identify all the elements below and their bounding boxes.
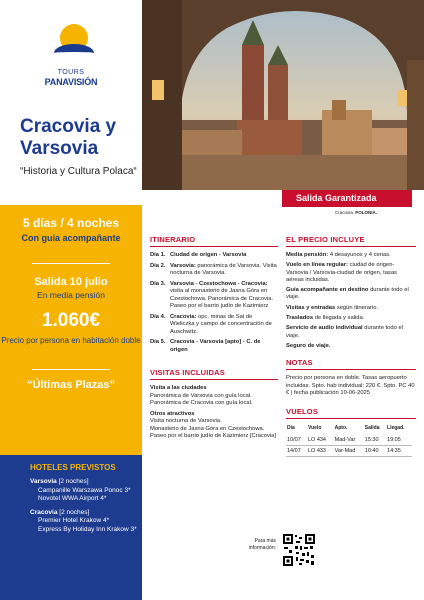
include-item (286, 305, 416, 312)
tour-title: Cracovia y Varsovia (20, 116, 117, 159)
day-number: Día 4. (150, 313, 166, 320)
itinerary-day (150, 252, 278, 260)
hotel-item: Premier Hotel Krakow 4* (38, 517, 110, 524)
itinerary-day (150, 281, 278, 311)
table-cell: LO 434 (307, 435, 334, 446)
divider (32, 369, 110, 370)
day-number: Día 1. (150, 252, 166, 258)
last-seats-badge: “Últimas Plazas” (26, 379, 116, 391)
visit-line: Panorámica de Cracovia con guía local. (150, 400, 253, 406)
price-note: Precio por persona en habitación doble (1, 336, 141, 345)
day-text (170, 314, 278, 337)
include-item (286, 287, 416, 302)
day-desc: opc. minas de Sal de Wieliczka y campo de concentración de Auschwitz. (170, 313, 272, 335)
day-desc: panorámica de Varsovia. Visita nocturna de Varsovia. (170, 262, 277, 276)
hotel-nights: [2 noches] (59, 508, 90, 516)
photo-caption (335, 210, 377, 215)
hotel-nights: [2 noches] (58, 478, 89, 485)
visit-line: Panorámica de Varsovia con guía local. (150, 392, 252, 399)
day-number: Día 5. (150, 339, 166, 345)
hotel-city: Varsovia (30, 478, 57, 485)
more-info-label: Para más información: (248, 538, 276, 551)
table-cell: LO 433 (307, 446, 334, 457)
include-text: de llegada y salida. (313, 315, 365, 322)
include-item (286, 325, 416, 340)
itinerary-column (150, 235, 278, 441)
day-number: Día 2. (150, 262, 166, 269)
table-cell: 14:35 (386, 446, 412, 457)
brand-name: PANAVISIÓN (44, 77, 98, 87)
itinerary-title: ITINERARIO (150, 235, 278, 247)
include-item (286, 343, 416, 350)
day-head: Varsovia: (170, 262, 196, 269)
hotel-item: Novotel WWA Airport 4* (38, 495, 107, 502)
guaranteed-departure-banner: Salida Garantizada (282, 190, 412, 207)
table-cell: 10:40 (364, 446, 386, 457)
visit-line: Monasterio de Jasna Góra en Czestochowa. (150, 425, 265, 432)
includes-title: EL PRECIO INCLUYE (286, 235, 416, 247)
day-head: Ciudad de origen - Varsovia (170, 252, 247, 258)
include-item (286, 315, 416, 322)
duration: 5 días / 4 noches (22, 216, 120, 230)
itinerary-day (150, 314, 278, 337)
details-column (286, 235, 416, 457)
divider (32, 263, 110, 264)
table-cell: 14/07 (286, 446, 307, 457)
hotels-title: HOTELES PREVISTOS (30, 463, 116, 472)
table-cell: 15:30 (364, 435, 386, 446)
table-cell: Mad-Var (334, 435, 364, 446)
table-cell: Var-Mad (334, 446, 364, 457)
tour-subtitle: “Historia y Cultura Polaca“ (20, 166, 137, 177)
table-cell: 19:05 (386, 435, 412, 446)
caption-country: POLONIA. (355, 210, 378, 215)
day-head: Varsovia - Czestochowa - Cracovia: (170, 280, 268, 287)
brand-tours: TOURS (57, 69, 85, 76)
table-row (286, 446, 412, 457)
column-header: Vuelo (307, 425, 322, 432)
table-row (286, 435, 412, 446)
notes-title: NOTAS (286, 358, 416, 370)
include-text: ciudad de origen-Varsovia / Varsovia-ciudad de origen, tasas aéreas incluidas. (286, 262, 397, 283)
hotel-group (30, 509, 140, 535)
include-text: según itinerario. (335, 304, 379, 311)
itinerary-day (150, 263, 278, 278)
krakow-square-illustration (142, 0, 424, 190)
include-text: 4 desayunos y 4 cenas. (328, 252, 391, 258)
visit-line: Visita nocturna de Varsovia. (150, 418, 222, 424)
day-number: Día 3. (150, 280, 166, 287)
board-type: En media pensión (36, 290, 106, 300)
include-bold: Visitas y entradas (286, 304, 336, 311)
table-cell: 10/07 (286, 435, 307, 446)
hotel-list (30, 478, 140, 539)
include-bold: Vuelo en línea regular: (286, 262, 348, 269)
departure-date: Salida 10 julio (34, 276, 108, 288)
table-header-row (286, 424, 412, 435)
flights-table (286, 424, 412, 457)
itinerary-day (150, 339, 278, 354)
include-bold: Traslados (286, 315, 314, 322)
hotel-city: Cracovia (30, 508, 58, 516)
day-text (170, 281, 278, 311)
column-header: Llegad. (387, 425, 405, 432)
hotel-item: Campanille Warszawa Ponoc 3* (38, 486, 131, 494)
guide-note: Con guía acompañante (21, 233, 121, 243)
day-text (170, 252, 246, 260)
visit-section-head: Otros atractivos (150, 410, 195, 417)
flights-title: VUELOS (286, 407, 416, 419)
hotel-item: Express By Holiday Inn Krakow 3* (38, 525, 137, 533)
hotel-group (30, 478, 140, 504)
title-block (20, 116, 145, 178)
day-head: Cracovia - Varsovia [apto] - C. de origen (170, 339, 261, 353)
visit-section-head: Visita a las ciudades (150, 385, 207, 391)
column-header: Día (287, 425, 295, 432)
include-bold: Media pensión: (286, 252, 329, 258)
day-text (170, 339, 278, 354)
day-desc: visita al monasterio de Jasna Góra en Czestochowa. Panorámica de Cracovia. Paseo por el barrio judío de Kazimierz (170, 288, 274, 309)
day-text (170, 263, 278, 278)
column-header: Apto. (334, 425, 348, 432)
include-item (286, 262, 416, 284)
qr-code-icon[interactable] (282, 533, 316, 567)
cover-photo (142, 0, 424, 190)
include-bold: Seguro de viaje. (286, 342, 331, 349)
include-text: durante todo el viaje. (286, 287, 409, 301)
day-head: Cracovia: (170, 313, 197, 320)
wave-icon (54, 44, 94, 62)
include-item (286, 252, 416, 259)
visits-title: VISITAS INCLUIDAS (150, 368, 278, 380)
brand-logo (0, 0, 142, 105)
include-bold: Guía acompañante en destino (286, 287, 369, 294)
price: 1.060€ (41, 310, 101, 331)
caption-city: Cracovia. (335, 210, 355, 215)
column-header: Salida (364, 425, 380, 432)
include-bold: Servicio de audio individual (286, 325, 363, 332)
visit-line: Paseo por el barrio judío de Kazimierz [Cracovia] (150, 433, 276, 439)
include-text: durante todo el viaje. (286, 325, 403, 339)
notes-text: Precio por persona en doble. Tasas aeropuerto incluidas. Spto. hab individual: 220 €. Spto. PC 40 € | fecha publicación 10-06-2025 (286, 375, 415, 396)
